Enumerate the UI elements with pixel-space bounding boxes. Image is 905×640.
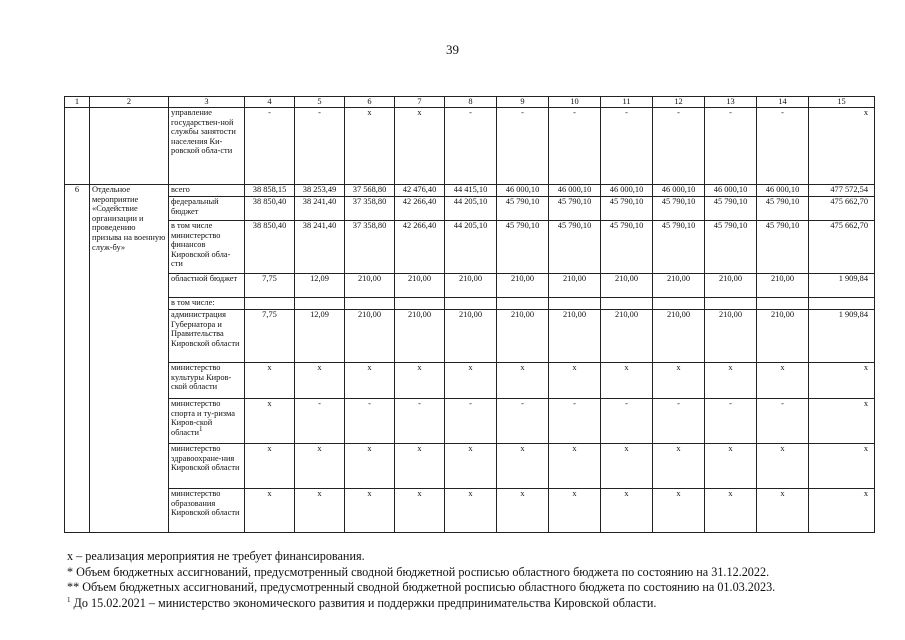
year-value-cell: 210,00 (757, 310, 809, 363)
source-name-text: министерство здравоохране-ния Кировской области (171, 444, 240, 473)
table-row (65, 298, 875, 310)
year-value-cell: х (601, 444, 653, 489)
footnote-1-marker: 1 (67, 595, 71, 604)
year-value-cell: - (295, 108, 345, 185)
year-value-cell: - (549, 108, 601, 185)
year-value-cell (497, 298, 549, 310)
column-header-8: 8 (445, 97, 497, 108)
table-row (65, 108, 875, 185)
year-value-cell (345, 298, 395, 310)
total-value-cell (809, 298, 875, 310)
year-value-cell: 12,09 (295, 274, 345, 298)
table-row (65, 185, 875, 197)
year-value-cell: 210,00 (757, 274, 809, 298)
footnote-x: х – реализация мероприятия не требует финансирования. (67, 549, 365, 563)
footnote-ref-1: 1 (199, 424, 203, 433)
year-value-cell: 210,00 (395, 310, 445, 363)
year-value-cell: 37 358,80 (345, 197, 395, 221)
year-value-cell: 45 790,10 (497, 197, 549, 221)
year-value-cell: 45 790,10 (653, 221, 705, 274)
year-value-cell (705, 298, 757, 310)
source-name-cell (169, 221, 245, 274)
year-value-cell: 38 850,40 (245, 221, 295, 274)
total-value-cell: 1 909,84 (809, 274, 875, 298)
source-name-text: министерство образования Кировской области (171, 489, 240, 518)
column-header-2: 2 (90, 97, 169, 108)
year-value-cell: - (497, 108, 549, 185)
year-value-cell: 38 241,40 (295, 221, 345, 274)
year-value-cell (653, 298, 705, 310)
source-name-text: в том числе министерство финансов Кировской обла-сти (171, 221, 231, 269)
year-value-cell: 44 205,10 (445, 221, 497, 274)
column-header-7: 7 (395, 97, 445, 108)
year-value-cell: х (245, 363, 295, 399)
year-value-cell: 44 205,10 (445, 197, 497, 221)
year-value-cell (445, 298, 497, 310)
year-value-cell: х (601, 489, 653, 533)
year-value-cell: х (245, 444, 295, 489)
total-value-cell: х (809, 399, 875, 444)
table-row (65, 489, 875, 533)
source-name-text: в том числе: (171, 298, 215, 307)
year-value-cell: 45 790,10 (705, 197, 757, 221)
total-value-cell: х (809, 363, 875, 399)
source-name-text: управление государствен-ной службы занятости населения Ки-ровской обла-сти (171, 108, 236, 156)
year-value-cell (245, 298, 295, 310)
footnote-star: * Объем бюджетных ассигнований, предусмотренный сводной бюджетной росписью областного бюджета по состоянию на 31.12.2022. (67, 564, 770, 579)
column-header-11: 11 (601, 97, 653, 108)
year-value-cell: 46 000,10 (653, 185, 705, 197)
year-value-cell (549, 298, 601, 310)
year-value-cell: 210,00 (395, 274, 445, 298)
source-name-cell (169, 274, 245, 298)
year-value-cell: х (245, 489, 295, 533)
year-value-cell: - (601, 108, 653, 185)
row-number-cell: 6 (65, 185, 90, 533)
year-value-cell: 12,09 (295, 310, 345, 363)
year-value-cell: х (705, 363, 757, 399)
year-value-cell: - (705, 399, 757, 444)
year-value-cell: х (705, 444, 757, 489)
source-name-text: министерство спорта и ту-ризма Киров-ской области (171, 399, 235, 437)
year-value-cell: х (395, 108, 445, 185)
year-value-cell: 42 476,40 (395, 185, 445, 197)
source-name-cell (169, 108, 245, 185)
year-value-cell: 46 000,10 (757, 185, 809, 197)
year-value-cell: 210,00 (345, 310, 395, 363)
column-header-6: 6 (345, 97, 395, 108)
year-value-cell (601, 298, 653, 310)
year-value-cell: х (705, 489, 757, 533)
year-value-cell: х (497, 489, 549, 533)
year-value-cell: - (549, 399, 601, 444)
year-value-cell: х (601, 363, 653, 399)
year-value-cell: 45 790,10 (549, 197, 601, 221)
total-value-cell: 475 662,70 (809, 221, 875, 274)
year-value-cell: 45 790,10 (653, 197, 705, 221)
year-value-cell: - (757, 108, 809, 185)
source-name-text: администрация Губернатора и Правительства Кировской области (171, 310, 240, 348)
year-value-cell: - (445, 108, 497, 185)
year-value-cell: 210,00 (601, 274, 653, 298)
year-value-cell: 42 266,40 (395, 197, 445, 221)
source-name-cell (169, 444, 245, 489)
year-value-cell (757, 298, 809, 310)
year-value-cell: - (601, 399, 653, 444)
year-value-cell: х (445, 444, 497, 489)
year-value-cell: - (245, 108, 295, 185)
footnote-1-text: До 15.02.2021 – министерство экономического развития и поддержки предпринимательства Кировской области. (70, 595, 657, 610)
year-value-cell: х (295, 489, 345, 533)
source-name-text: всего (171, 185, 190, 194)
column-header-9: 9 (497, 97, 549, 108)
year-value-cell: 37 568,80 (345, 185, 395, 197)
year-value-cell: х (549, 363, 601, 399)
year-value-cell: - (705, 108, 757, 185)
year-value-cell: х (345, 108, 395, 185)
source-name-cell (169, 185, 245, 197)
year-value-cell: 210,00 (445, 274, 497, 298)
total-value-cell: х (809, 489, 875, 533)
source-name-text: областной бюджет (171, 274, 238, 283)
table-row (65, 399, 875, 444)
year-value-cell: 46 000,10 (601, 185, 653, 197)
row-number-cell (65, 108, 90, 185)
year-value-cell: 38 850,40 (245, 197, 295, 221)
year-value-cell: х (549, 489, 601, 533)
total-value-cell: 477 572,54 (809, 185, 875, 197)
year-value-cell: - (757, 399, 809, 444)
year-value-cell: х (395, 363, 445, 399)
year-value-cell: 210,00 (497, 274, 549, 298)
year-value-cell: х (757, 444, 809, 489)
column-header-15: 15 (809, 97, 875, 108)
source-name-text: министерство культуры Киров-ской области (171, 363, 232, 392)
year-value-cell: х (653, 363, 705, 399)
year-value-cell: х (757, 363, 809, 399)
year-value-cell: 46 000,10 (705, 185, 757, 197)
year-value-cell: х (653, 444, 705, 489)
year-value-cell: х (497, 444, 549, 489)
year-value-cell (395, 298, 445, 310)
year-value-cell: 210,00 (705, 310, 757, 363)
year-value-cell: 44 415,10 (445, 185, 497, 197)
year-value-cell: 45 790,10 (549, 221, 601, 274)
column-header-5: 5 (295, 97, 345, 108)
page-number: 39 (446, 42, 459, 57)
year-value-cell: х (245, 399, 295, 444)
table-row (65, 310, 875, 363)
year-value-cell: - (497, 399, 549, 444)
source-name-cell (169, 399, 245, 444)
measure-name-cell: Отдельное мероприятие «Содействие организации и проведению призыва на военную служ-бу» (90, 185, 169, 533)
budget-table (64, 96, 875, 533)
year-value-cell: х (345, 444, 395, 489)
year-value-cell: 45 790,10 (757, 197, 809, 221)
year-value-cell: х (757, 489, 809, 533)
year-value-cell (295, 298, 345, 310)
source-name-text: федеральный бюджет (171, 197, 219, 216)
table-row (65, 363, 875, 399)
year-value-cell: - (295, 399, 345, 444)
year-value-cell: х (295, 444, 345, 489)
table-row (65, 274, 875, 298)
year-value-cell: 210,00 (653, 274, 705, 298)
column-header-1: 1 (65, 97, 90, 108)
year-value-cell: 210,00 (549, 310, 601, 363)
year-value-cell: - (395, 399, 445, 444)
total-value-cell: 475 662,70 (809, 197, 875, 221)
measure-name-cell (90, 108, 169, 185)
year-value-cell: 38 858,15 (245, 185, 295, 197)
total-value-cell: х (809, 444, 875, 489)
column-header-10: 10 (549, 97, 601, 108)
total-value-cell: 1 909,84 (809, 310, 875, 363)
column-header-13: 13 (705, 97, 757, 108)
year-value-cell: х (549, 444, 601, 489)
year-value-cell: х (497, 363, 549, 399)
year-value-cell: 210,00 (653, 310, 705, 363)
table-row (65, 221, 875, 274)
source-name-cell (169, 489, 245, 533)
year-value-cell: 42 266,40 (395, 221, 445, 274)
year-value-cell: 45 790,10 (497, 221, 549, 274)
source-name-cell (169, 310, 245, 363)
year-value-cell: - (345, 399, 395, 444)
table-row (65, 197, 875, 221)
source-name-cell (169, 298, 245, 310)
column-header-14: 14 (757, 97, 809, 108)
year-value-cell: - (653, 399, 705, 444)
year-value-cell: 45 790,10 (601, 197, 653, 221)
year-value-cell: 210,00 (345, 274, 395, 298)
year-value-cell: х (395, 444, 445, 489)
year-value-cell: 7,75 (245, 310, 295, 363)
column-header-4: 4 (245, 97, 295, 108)
year-value-cell: х (395, 489, 445, 533)
year-value-cell: 46 000,10 (497, 185, 549, 197)
table-row (65, 444, 875, 489)
year-value-cell: - (653, 108, 705, 185)
year-value-cell: 45 790,10 (757, 221, 809, 274)
year-value-cell: 38 241,40 (295, 197, 345, 221)
year-value-cell: 210,00 (549, 274, 601, 298)
year-value-cell: х (445, 489, 497, 533)
footnotes (67, 549, 877, 611)
year-value-cell: х (345, 489, 395, 533)
year-value-cell: 46 000,10 (549, 185, 601, 197)
header-row (65, 97, 875, 108)
year-value-cell: 210,00 (601, 310, 653, 363)
year-value-cell: 37 358,80 (345, 221, 395, 274)
year-value-cell: 38 253,49 (295, 185, 345, 197)
year-value-cell: 7,75 (245, 274, 295, 298)
source-name-cell (169, 363, 245, 399)
year-value-cell: х (653, 489, 705, 533)
year-value-cell: х (295, 363, 345, 399)
footnote-1 (67, 596, 877, 612)
year-value-cell: х (345, 363, 395, 399)
column-header-3: 3 (169, 97, 245, 108)
year-value-cell: 45 790,10 (705, 221, 757, 274)
footnote-double-star: ** Объем бюджетных ассигнований, предусмотренный сводной бюджетной росписью областного бюджета по состоянию на 01.03.2023. (67, 580, 776, 595)
year-value-cell: 210,00 (445, 310, 497, 363)
year-value-cell: 210,00 (497, 310, 549, 363)
year-value-cell: х (445, 363, 497, 399)
column-header-12: 12 (653, 97, 705, 108)
year-value-cell: 210,00 (705, 274, 757, 298)
year-value-cell: 45 790,10 (601, 221, 653, 274)
year-value-cell: - (445, 399, 497, 444)
total-value-cell: х (809, 108, 875, 185)
source-name-cell (169, 197, 245, 221)
